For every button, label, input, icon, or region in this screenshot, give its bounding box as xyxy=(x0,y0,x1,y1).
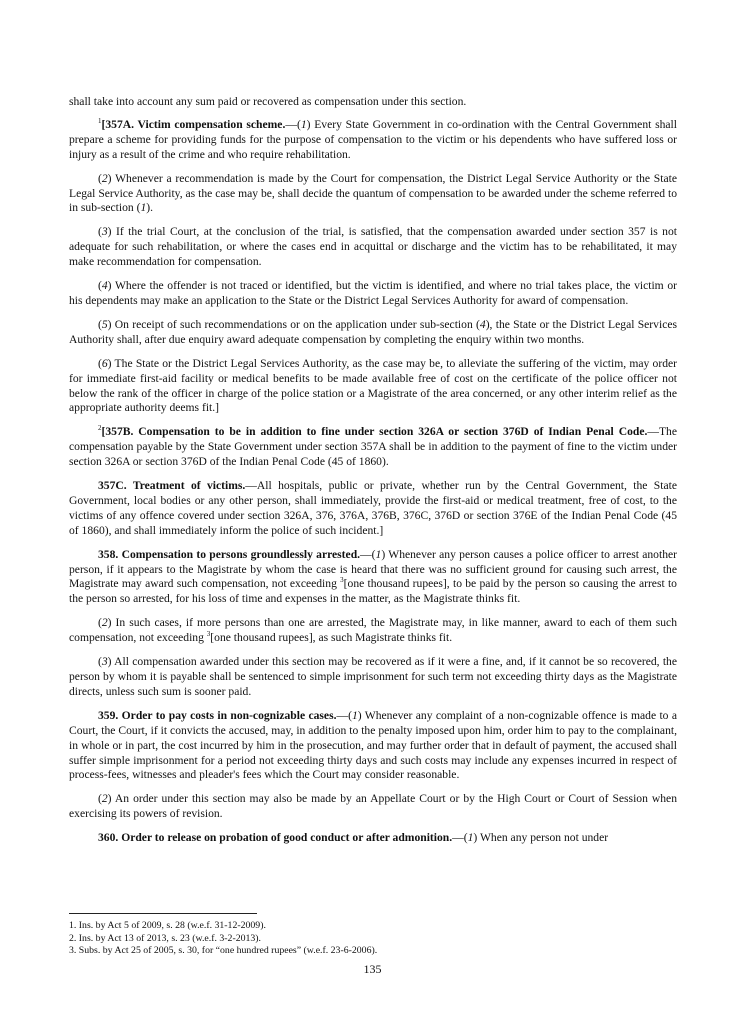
subsection-number: 4 xyxy=(101,279,108,293)
paragraph xyxy=(69,172,677,217)
paragraph xyxy=(69,357,677,417)
footnote-1: 1. Ins. by Act 5 of 2009, s. 28 (w.e.f. 31-12-2009). xyxy=(69,920,266,931)
footnote-marker: 3 xyxy=(206,630,211,639)
paragraph-text: —( xyxy=(336,708,352,722)
subsection-number: 2 xyxy=(101,616,108,630)
paragraph xyxy=(69,318,677,348)
page-number: 135 xyxy=(363,962,382,976)
subsection-number: 5 xyxy=(101,317,108,331)
paragraph-text: [one thousand rupees], to be paid by the person so causing the arrest to the person so arrested, for his loss of time and expenses in the matter, as the Magistrate thinks fit. xyxy=(69,577,677,606)
paragraph-text: ) On receipt of such recommendations or on the application under sub-section ( xyxy=(107,317,480,331)
paragraph-text: ) An order under this section may also be made by an Appellate Court or by the High Court or Court of Session when exercising its powers of revision. xyxy=(69,792,677,821)
paragraph-text: ) The State or the District Legal Services Authority, as the case may be, to alleviate the suffering of the victim, may order for immediate first-aid facility or medical benefits to be made available free of cost on the certificate of the police officer not below the rank of the officer in charge of the police station or a Magistrate of the area concerned, or any other interim relief as the appropriate authority deems fit.] xyxy=(69,356,677,415)
footnote-marker: 1 xyxy=(98,117,102,126)
paragraph-text: ). xyxy=(146,201,154,215)
paragraph xyxy=(69,425,677,470)
subsection-number: 2 xyxy=(101,171,108,185)
paragraph-text: —( xyxy=(285,117,301,131)
paragraph-text: —All hospitals, public or private, whether run by the Central Government, the State Government, local bodies or any other person, shall immediately, provide the first-aid or medical treatment, free of cost, to the victims of any offence covered under section 326A, 376, 376A, 376B, 376C, 376D or section 376E of the Indian Penal Code (45 of 1860), and shall immediately inform the police of such incident.] xyxy=(69,479,677,537)
paragraph xyxy=(69,831,677,846)
paragraph-text: ( xyxy=(98,317,102,331)
paragraph-text: ( xyxy=(98,616,102,630)
subsection-number: 1 xyxy=(375,547,382,561)
subsection-number: 2 xyxy=(101,792,108,806)
paragraph-text: ) Whenever any person causes a police officer to arrest another person, if it appears to the Magistrate by whom the case is heard that there was no sufficient ground for causing such arrest, the Magistrate may award such compensation, not exceeding xyxy=(69,547,678,591)
subsection-number: 1 xyxy=(467,831,474,845)
paragraph-text: ( xyxy=(98,279,102,293)
footnote-marker: 2 xyxy=(98,424,102,433)
subsection-number: 3 xyxy=(101,225,108,239)
paragraph xyxy=(69,709,677,784)
paragraph-text: ) Every State Government in co-ordination with the Central Government shall prepare a scheme for providing funds for the purpose of compensation to the victim or his dependents who have suffered loss or injury as a result of the crime and who require rehabilitation. xyxy=(69,117,677,161)
section-heading: 357C. Treatment of victims. xyxy=(98,479,246,493)
paragraph-text: ) In such cases, if more persons than one are arrested, the Magistrate may, in like manner, award to each of them such compensation, not exceeding xyxy=(69,616,677,645)
paragraph-text: ) Whenever any complaint of a non-cognizable offence is made to a Court, the Court, if it convicts the accused, may, in addition to the penalty imposed upon him, order him to pay to the complainant, in whole or in part, the cost incurred by him in the prosecution, and may further order that in default of payment, the accused shall suffer simple imprisonment for a period not exceeding thirty days and such costs may include any expenses incurred in respect of process-fees, witnesses and pleader's fees which the Court may consider reasonable. xyxy=(69,708,677,782)
paragraph xyxy=(69,95,677,110)
paragraph xyxy=(69,655,677,700)
section-heading: 360. Order to release on probation of good conduct or after admonition. xyxy=(98,831,453,845)
subsection-number: 1 xyxy=(140,201,147,215)
footnote-3: 3. Subs. by Act 25 of 2005, s. 30, for “one hundred rupees” (w.e.f. 23-6-2006). xyxy=(69,945,378,957)
section-heading: 358. Compensation to persons groundlessly arrested. xyxy=(98,547,361,561)
paragraph-text: ) All compensation awarded under this section may be recovered as if it were a fine, and, if it cannot be so recovered, the person by whom it is payable shall be sentenced to simple imprisonment for such term not exceeding thirty days as the Magistrate directs, unless such sum is sooner paid. xyxy=(69,655,677,698)
paragraph-text: shall take into account any sum paid or recovered as compensation under this section. xyxy=(69,95,467,108)
paragraph-text: —The compensation payable by the State Government under section 357A shall be in addition to the payment of fine to the victim under section 326A or section 376D of the Indian Penal Code (45 of 1860). xyxy=(69,425,677,469)
paragraph xyxy=(69,792,677,822)
section-heading: [357A. Victim compensation scheme. xyxy=(101,117,286,131)
subsection-number: 1 xyxy=(300,117,307,131)
paragraph xyxy=(69,225,677,270)
paragraph xyxy=(69,479,677,539)
subsection-number: 1 xyxy=(351,708,358,722)
paragraph-text: ) If the trial Court, at the conclusion of the trial, is satisfied, that the compensation awarded under section 357 is not adequate for such rehabilitation, or where the cases end in acquittal or discharge and the victim has to be rehabilitated, it may make recommendation for compensation. xyxy=(69,225,677,269)
paragraph xyxy=(69,279,677,309)
paragraph-text: ) When any person not under xyxy=(473,831,609,845)
subsection-number: 4 xyxy=(479,317,486,331)
paragraph-text: ) Where the offender is not traced or identified, but the victim is identified, and where no trial takes place, the victim or his dependents may make an application to the State or the District Legal Services Authority for award of compensation. xyxy=(69,279,677,307)
paragraph xyxy=(69,548,677,608)
footnote-marker: 3 xyxy=(340,576,344,585)
paragraph-text: [one thousand rupees], as such Magistrate thinks fit. xyxy=(210,631,453,645)
paragraph xyxy=(69,616,677,646)
subsection-number: 6 xyxy=(101,356,108,370)
section-heading: [357B. Compensation to be in addition to fine under section 326A or section 376D of Indian Penal Code. xyxy=(101,425,648,439)
paragraph-text: ) Whenever a recommendation is made by the Court for compensation, the District Legal Service Authority or the State Legal Service Authority, as the case may be, shall decide the quantum of compensation to be awarded under the scheme referred to in sub-section ( xyxy=(69,171,677,215)
subsection-number: 3 xyxy=(101,655,108,669)
paragraph-text: ( xyxy=(98,171,102,185)
paragraph-text: ), the State or the District Legal Services Authority shall, after due enquiry award adequate compensation by completing the enquiry within two months. xyxy=(69,317,677,346)
paragraph xyxy=(69,118,677,163)
paragraph-text: ( xyxy=(98,792,102,806)
paragraph-text: —( xyxy=(452,831,468,845)
body-text xyxy=(69,95,677,855)
section-heading: 359. Order to pay costs in non-cognizable cases. xyxy=(98,708,337,722)
paragraph-text: ( xyxy=(98,356,102,370)
paragraph-text: ( xyxy=(98,655,102,669)
paragraph-text: ( xyxy=(98,225,102,239)
paragraph-text: —( xyxy=(360,547,376,561)
footnote-divider xyxy=(69,913,257,914)
footnote-2: 2. Ins. by Act 13 of 2013, s. 23 (w.e.f. 3-2-2013). xyxy=(69,932,262,944)
footnotes xyxy=(69,920,677,958)
